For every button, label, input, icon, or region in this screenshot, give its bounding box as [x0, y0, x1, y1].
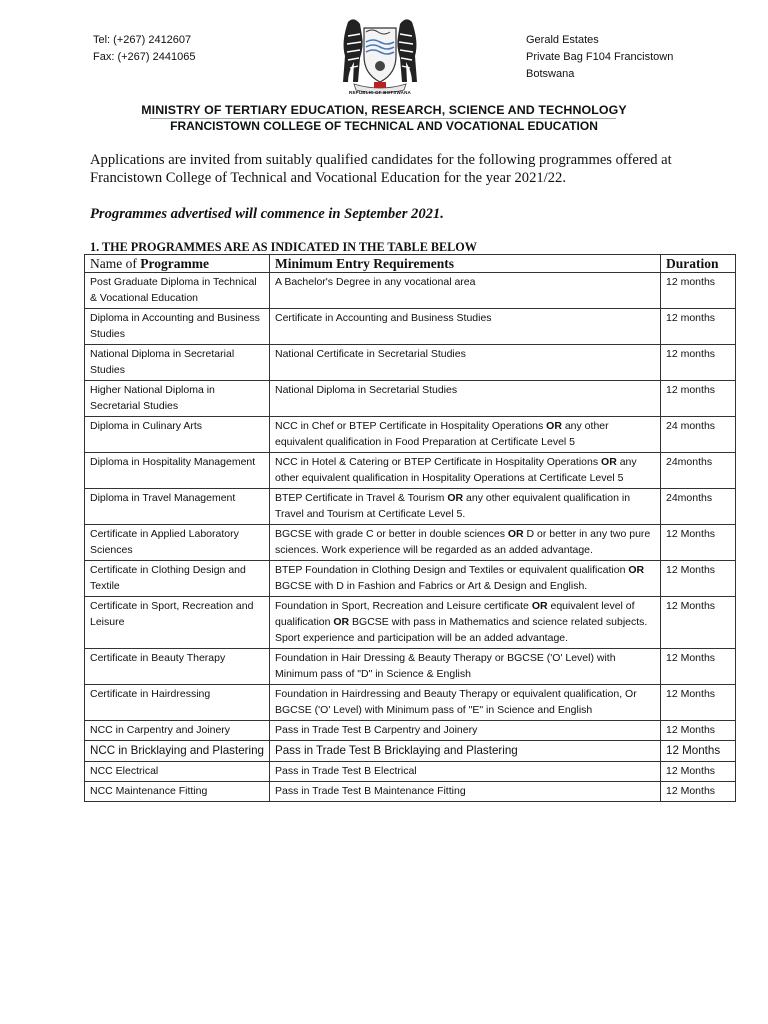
requirement-text: Foundation in Hair Dressing & Beauty Therapy or BGCSE ('O' Level) with Minimum pass of "D" in Science & English: [275, 652, 616, 680]
programme-duration: 24months: [661, 453, 736, 489]
entry-requirements: [270, 453, 661, 489]
requirement-text: D or better in any two pure sciences. Work experience will be regarded as an added advantage.: [275, 528, 651, 556]
address-line-1: Gerald Estates: [526, 34, 599, 46]
table-row: [85, 597, 736, 649]
requirement-text: National Certificate in Secretarial Studies: [275, 348, 466, 360]
table-row: [85, 345, 736, 381]
table-row: [85, 741, 736, 762]
table-row: [85, 525, 736, 561]
programme-name: NCC Electrical: [85, 762, 270, 782]
requirement-text: equivalent level of qualification: [275, 600, 635, 628]
address-line-3: Botswana: [526, 68, 575, 80]
entry-requirements: [270, 741, 661, 762]
requirement-text: NCC in Hotel & Catering or BTEP Certificate in Hospitality Operations: [275, 456, 602, 468]
programme-name: Certificate in Applied Laboratory Sciences: [85, 525, 270, 561]
table-row: [85, 721, 736, 741]
table-row: [85, 453, 736, 489]
programme-duration: 12 Months: [661, 525, 736, 561]
entry-requirements: [270, 273, 661, 309]
entry-requirements: [270, 721, 661, 741]
entry-requirements: [270, 685, 661, 721]
programme-name: NCC Maintenance Fitting: [85, 782, 270, 802]
intro-paragraph: Applications are invited from suitably qualified candidates for the following programmes offered at Francistown College of Technical and Vocational Education for the year 2021/22.: [90, 152, 672, 186]
requirement-text: BGCSE with pass in Mathematics and science related subjects. Sport experience and participation will be an added advantage.: [275, 616, 648, 644]
requirement-text: Pass in Trade Test B Maintenance Fitting: [275, 785, 466, 797]
programme-duration: 12 months: [661, 345, 736, 381]
entry-requirements: [270, 309, 661, 345]
requirement-keyword: OR: [546, 420, 562, 432]
programme-duration: 12 Months: [661, 649, 736, 685]
programme-name: NCC in Carpentry and Joinery: [85, 721, 270, 741]
programme-duration: 24 months: [661, 417, 736, 453]
requirement-text: BGCSE with D in Fashion and Fabrics or Art & Design and English.: [275, 580, 588, 592]
address-line-2: Private Bag F104 Francistown: [526, 51, 674, 63]
table-row: [85, 685, 736, 721]
table-row: [85, 489, 736, 525]
programme-name: Diploma in Culinary Arts: [85, 417, 270, 453]
programme-duration: 12 Months: [661, 762, 736, 782]
botswana-coat-of-arms-icon: [330, 14, 430, 100]
programme-name: Post Graduate Diploma in Technical & Vocational Education: [85, 273, 270, 309]
programme-name: National Diploma in Secretarial Studies: [85, 345, 270, 381]
table-row: [85, 561, 736, 597]
requirement-text: any other equivalent qualification in Travel and Tourism at Certificate Level 5.: [275, 492, 631, 520]
table-header-row: [85, 255, 736, 273]
entry-requirements: [270, 417, 661, 453]
programmes-table: [84, 254, 736, 802]
requirement-text: Foundation in Sport, Recreation and Leisure certificate: [275, 600, 532, 612]
requirement-text: Certificate in Accounting and Business Studies: [275, 312, 492, 324]
programme-duration: 12 Months: [661, 597, 736, 649]
entry-requirements: [270, 561, 661, 597]
requirement-text: A Bachelor's Degree in any vocational area: [275, 276, 476, 288]
requirement-text: Foundation in Hairdressing and Beauty Therapy or equivalent qualification, Or BGCSE ('O' Level) with Minimum pass of "E" in Science and English: [275, 688, 637, 716]
programme-duration: 12 Months: [661, 741, 736, 762]
programme-duration: 12 Months: [661, 561, 736, 597]
programme-duration: 12 months: [661, 273, 736, 309]
programme-duration: 24months: [661, 489, 736, 525]
table-row: [85, 273, 736, 309]
table-row: [85, 782, 736, 802]
requirement-text: Pass in Trade Test B Bricklaying and Plastering: [275, 744, 518, 757]
commencement-notice: Programmes advertised will commence in September 2021.: [90, 206, 444, 222]
entry-requirements: [270, 489, 661, 525]
header-requirements: Minimum Entry Requirements: [270, 255, 661, 273]
programme-duration: 12 months: [661, 381, 736, 417]
requirement-keyword: OR: [333, 616, 350, 628]
programme-name: Certificate in Hairdressing: [85, 685, 270, 721]
table-row: [85, 649, 736, 685]
entry-requirements: [270, 782, 661, 802]
header-programme-prefix: Name of: [90, 256, 141, 271]
ministry-title: MINISTRY OF TERTIARY EDUCATION, RESEARCH, SCIENCE AND TECHNOLOGY: [141, 103, 627, 117]
programme-duration: 12 Months: [661, 685, 736, 721]
table-row: [85, 417, 736, 453]
fax-number: Fax: (+267) 2441065: [93, 51, 196, 63]
programme-name: Diploma in Accounting and Business Studies: [85, 309, 270, 345]
programme-duration: 12 Months: [661, 721, 736, 741]
requirement-keyword: OR: [507, 528, 524, 540]
requirement-text: BTEP Certificate in Travel & Tourism: [275, 492, 448, 504]
requirement-text: NCC in Chef or BTEP Certificate in Hospitality Operations: [275, 420, 547, 432]
programme-name: Certificate in Sport, Recreation and Leisure: [85, 597, 270, 649]
table-row: [85, 309, 736, 345]
postal-address: [526, 32, 673, 83]
college-title: FRANCISTOWN COLLEGE OF TECHNICAL AND VOCATIONAL EDUCATION: [170, 119, 598, 133]
entry-requirements: [270, 345, 661, 381]
programme-name: Diploma in Travel Management: [85, 489, 270, 525]
requirement-keyword: OR: [531, 600, 548, 612]
requirement-text: any other equivalent qualification in Hospitality Operations at Certificate Level 5: [275, 456, 637, 484]
header-programme-bold: Programme: [140, 256, 209, 271]
programme-name: NCC in Bricklaying and Plastering: [85, 741, 270, 762]
contact-details-left: [93, 32, 195, 66]
table-row: [85, 762, 736, 782]
programme-duration: 12 Months: [661, 782, 736, 802]
programme-duration: 12 months: [661, 309, 736, 345]
programme-name: Certificate in Beauty Therapy: [85, 649, 270, 685]
requirement-keyword: OR: [601, 456, 617, 468]
header-duration: Duration: [661, 255, 736, 273]
entry-requirements: [270, 762, 661, 782]
entry-requirements: [270, 525, 661, 561]
crest-caption: REPUBLIC OF BOTSWANA: [349, 90, 411, 95]
requirement-text: Pass in Trade Test B Electrical: [275, 765, 417, 777]
requirement-text: BGCSE with grade C or better in double sciences: [275, 528, 508, 540]
entry-requirements: [270, 597, 661, 649]
entry-requirements: [270, 381, 661, 417]
table-row: [85, 381, 736, 417]
programme-name: Higher National Diploma in Secretarial Studies: [85, 381, 270, 417]
requirement-text: any other equivalent qualification in Food Preparation at Certificate Level 5: [275, 420, 609, 448]
requirement-keyword: OR: [447, 492, 464, 504]
programme-name: Certificate in Clothing Design and Textile: [85, 561, 270, 597]
header-programme: [85, 255, 270, 273]
requirement-text: Pass in Trade Test B Carpentry and Joinery: [275, 724, 478, 736]
requirement-text: BTEP Foundation in Clothing Design and Textiles or equivalent qualification: [275, 564, 629, 576]
telephone-number: Tel: (+267) 2412607: [93, 34, 192, 46]
programmes-table-body: [85, 273, 736, 802]
requirement-text: National Diploma in Secretarial Studies: [275, 384, 458, 396]
section-heading: 1. THE PROGRAMMES ARE AS INDICATED IN THE TABLE BELOW: [90, 240, 477, 254]
programme-name: Diploma in Hospitality Management: [85, 453, 270, 489]
requirement-keyword: OR: [628, 564, 645, 576]
entry-requirements: [270, 649, 661, 685]
